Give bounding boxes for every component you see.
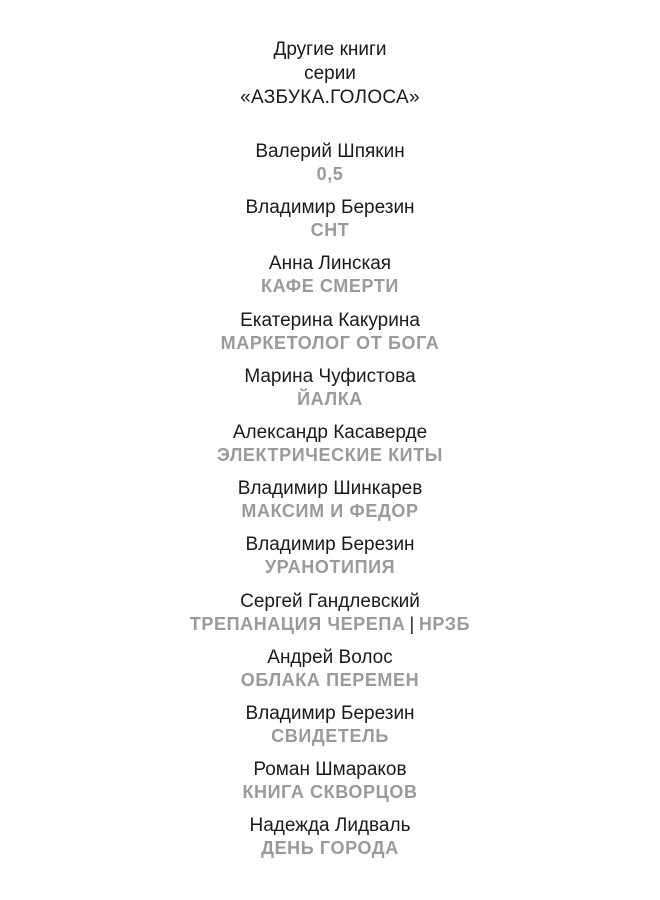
book-title: МАКСИМ И ФЕДОР (241, 501, 419, 522)
book-author: Сергей Гандлевский (240, 590, 420, 612)
book-title: ОБЛАКА ПЕРЕМЕН (240, 669, 420, 690)
book-title: УРАНОТИПИЯ (264, 557, 396, 578)
book-author: Владимир Березин (245, 702, 415, 724)
book-entry (0, 141, 660, 197)
title-separator: | (409, 613, 415, 634)
book-title-part-1: ТРЕПАНАЦИЯ ЧЕРЕПА (189, 613, 406, 634)
book-title: СВИДЕТЕЛЬ (271, 725, 389, 746)
book-author: Роман Шмараков (253, 759, 407, 781)
book-entry (0, 422, 660, 478)
book-author: Валерий Шпякин (255, 141, 405, 162)
book-list (0, 141, 660, 871)
book-entry (0, 759, 660, 815)
book-title: ЭЛЕКТРИЧЕСКИЕ КИТЫ (216, 444, 444, 465)
book-title: КНИГА СКВОРЦОВ (242, 782, 418, 803)
book-entry (0, 197, 660, 253)
book-author: Марина Чуфистова (244, 365, 416, 387)
book-author: Владимир Шинкарев (237, 478, 423, 500)
book-author: Александр Касаверде (232, 421, 428, 443)
book-title: КАФЕ СМЕРТИ (261, 276, 399, 297)
book-entry (0, 534, 660, 590)
book-title: СНТ (310, 220, 350, 241)
heading-line-series: серии (304, 63, 356, 84)
heading-line-other-books: Другие книги (273, 39, 387, 60)
book-entry (0, 703, 660, 759)
book-author: Надежда Лидваль (249, 815, 411, 837)
book-title: МАРКЕТОЛОГ ОТ БОГА (220, 332, 440, 353)
book-entry (0, 253, 660, 309)
book-entry (0, 478, 660, 534)
book-title-part-2: НРЗБ (418, 613, 471, 634)
series-heading (0, 38, 660, 110)
book-title: 0,5 (316, 164, 344, 184)
book-entry (0, 647, 660, 703)
book-title: ДЕНЬ ГОРОДА (261, 838, 399, 859)
book-title: ЙАЛКА (297, 388, 363, 409)
book-entry (0, 591, 660, 647)
book-entry (0, 310, 660, 366)
book-author: Анна Линская (268, 253, 392, 275)
heading-series-name: «АЗБУКА.ГОЛОСА» (240, 87, 420, 108)
book-author: Владимир Березин (245, 197, 415, 219)
book-author: Екатерина Какурина (240, 309, 420, 331)
book-title (0, 613, 660, 635)
book-author: Андрей Волос (267, 646, 393, 668)
book-entry (0, 815, 660, 871)
book-entry (0, 366, 660, 422)
book-author: Владимир Березин (245, 534, 415, 556)
